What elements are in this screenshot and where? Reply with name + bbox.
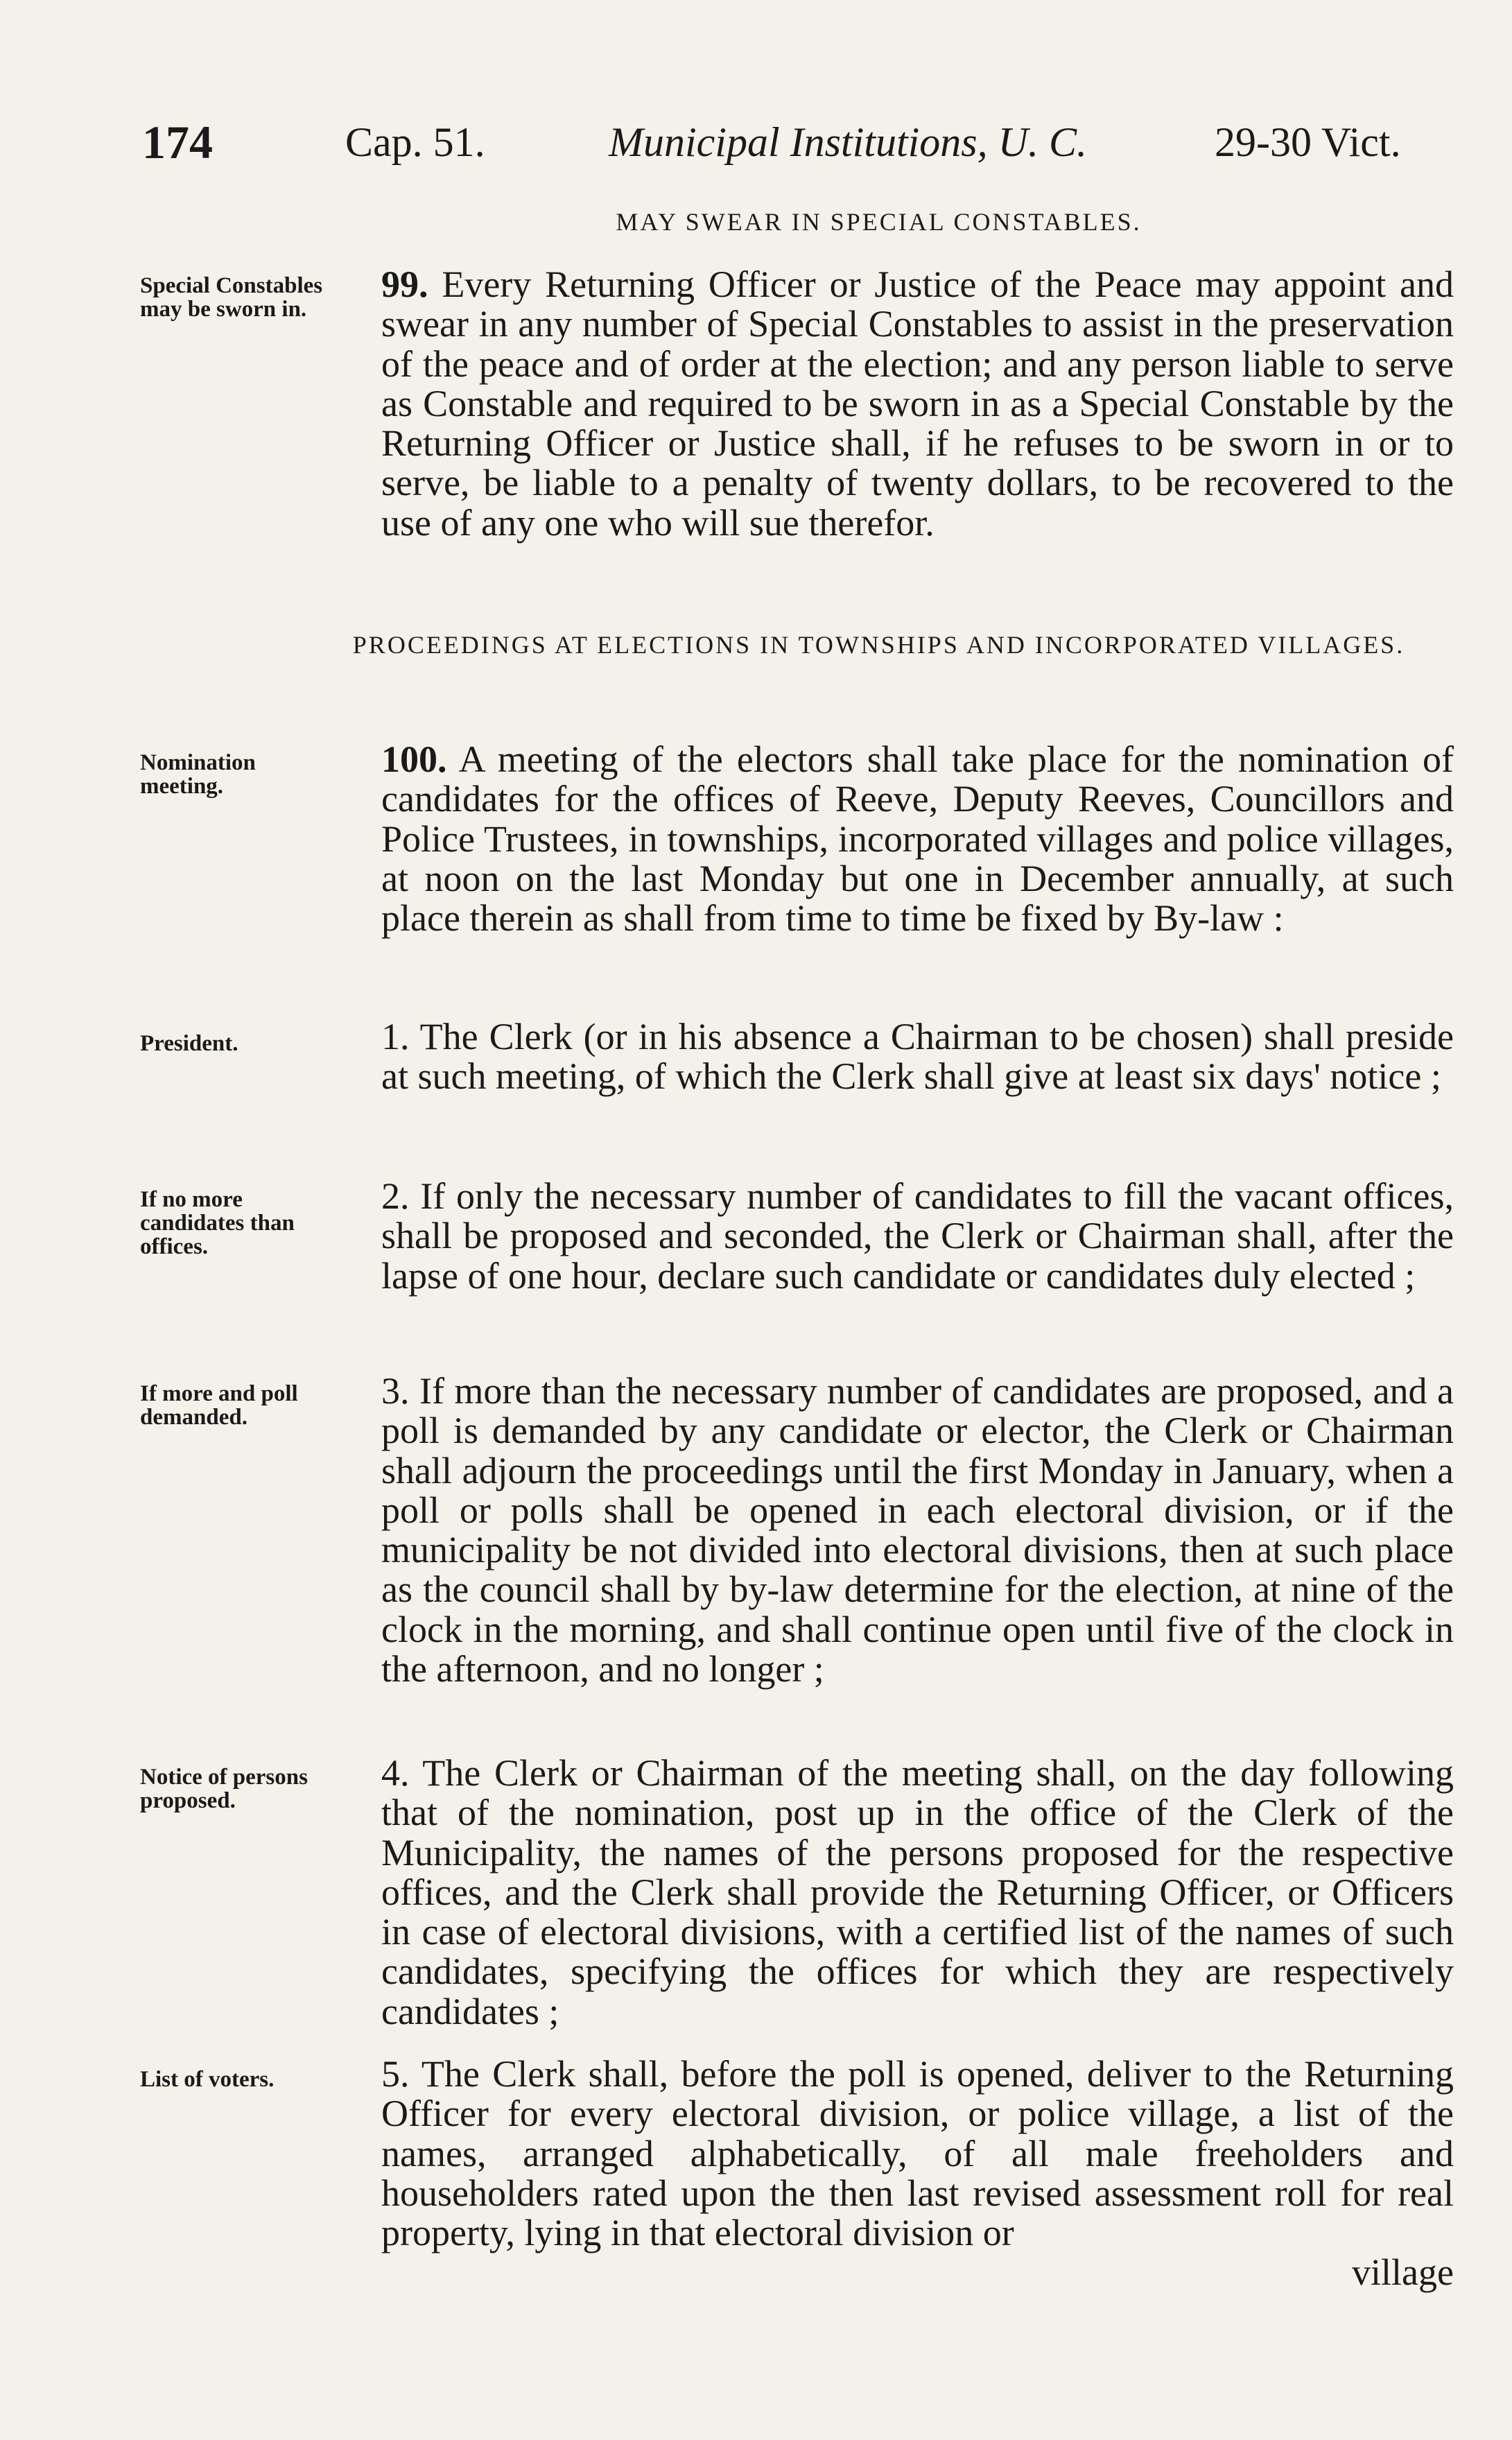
regnal-year: 29-30 Vict.: [1215, 119, 1401, 165]
subsection-5: [342, 2054, 1454, 2293]
margin-note-poll-demanded: If more and poll demanded.: [140, 1381, 298, 1430]
subsection-4: 4. The Clerk or Chairman of the meeting shall, on the day following that of the nomination, post up in the office of the Clerk of the Municipality, the names of the persons proposed for the respective offices, and the Clerk shall provide the Returning Officer, or Officers in case of electoral divisions, with a certified list of the names of such candidates, specifying the offices for which they are respectively candidates ;: [381, 1752, 1454, 2032]
margin-note-list-of-voters: List of voters.: [140, 2067, 275, 2092]
chapter-label: Cap. 51.: [345, 119, 485, 165]
section-text: A meeting of the electors shall take place for the nomination of candidates for the offices of Reeve, Deputy Reeves, Councillors and Police Trustees, in townships, incorporated villages and police villages, at noon on the last Monday but one in December annually, at such place therein as shall from time to time be fixed by By-law :: [381, 738, 1454, 940]
section-heading-special-constables: MAY SWEAR IN SPECIAL CONSTABLES.: [616, 208, 1142, 236]
catchword: village: [1352, 2251, 1454, 2294]
section-number: 100.: [381, 738, 447, 780]
margin-note-president: President.: [140, 1031, 238, 1056]
subsection-3: 3. If more than the necessary number of candidates are proposed, and a poll is demanded by any candidate or elector, the Clerk or Chairman shall adjourn the proceedings until the first Monday in January, when a poll or polls shall be opened in each electoral division, or if the municipality be not divided into electoral divisions, then at such place as the council shall by by-law determine for the election, at nine of the clock in the morning, and shall continue open until five of the clock in the afternoon, and no longer ;: [381, 1370, 1454, 1690]
section-99: [342, 265, 1454, 543]
subsection-1: 1. The Clerk (or in his absence a Chairman to be chosen) shall preside at such meeting, of which the Clerk shall give at least six days' notice ;: [381, 1016, 1454, 1098]
section-text: Every Returning Officer or Justice of the Peace may appoint and swear in any number of Special Constables to assist in the preservation of the peace and of order at the election; and any person liable to serve as Constable and required to be sworn in as a Special Constable by the Returning Officer or Justice shall, if he refuses to be sworn in or to serve, be liable to a penalty of twenty dollars, to be recovered to the use of any one who will sue therefor.: [381, 263, 1454, 544]
page-number: 174: [142, 116, 213, 168]
margin-note-notice: Notice of persons proposed.: [140, 1765, 308, 1813]
running-title: Municipal Institutions, U. C.: [609, 119, 1087, 165]
section-number: 99.: [381, 263, 428, 305]
margin-note-nomination: Nomination meeting.: [140, 750, 256, 799]
subsection-5-text: 5. The Clerk shall, before the poll is opened, deliver to the Returning Officer for every electoral division, or police village, a list of the names, arranged alphabetically, of all male freeholders and householders rated upon the then last revised assessment roll for real property, lying in that electoral division or: [381, 2053, 1454, 2254]
section-heading-proceedings: PROCEEDINGS AT ELECTIONS IN TOWNSHIPS AND INCORPORATED VILLAGES.: [352, 631, 1405, 659]
section-100: [342, 740, 1454, 938]
subsection-2: 2. If only the necessary number of candidates to fill the vacant offices, shall be proposed and seconded, the Clerk or Chairman shall, after the lapse of one hour, declare such candidate or candidates duly elected ;: [381, 1175, 1454, 1297]
margin-note-no-more-candidates: If no more candidates than offices.: [140, 1187, 295, 1259]
margin-note-special-constables: Special Constables may be sworn in.: [140, 273, 323, 322]
